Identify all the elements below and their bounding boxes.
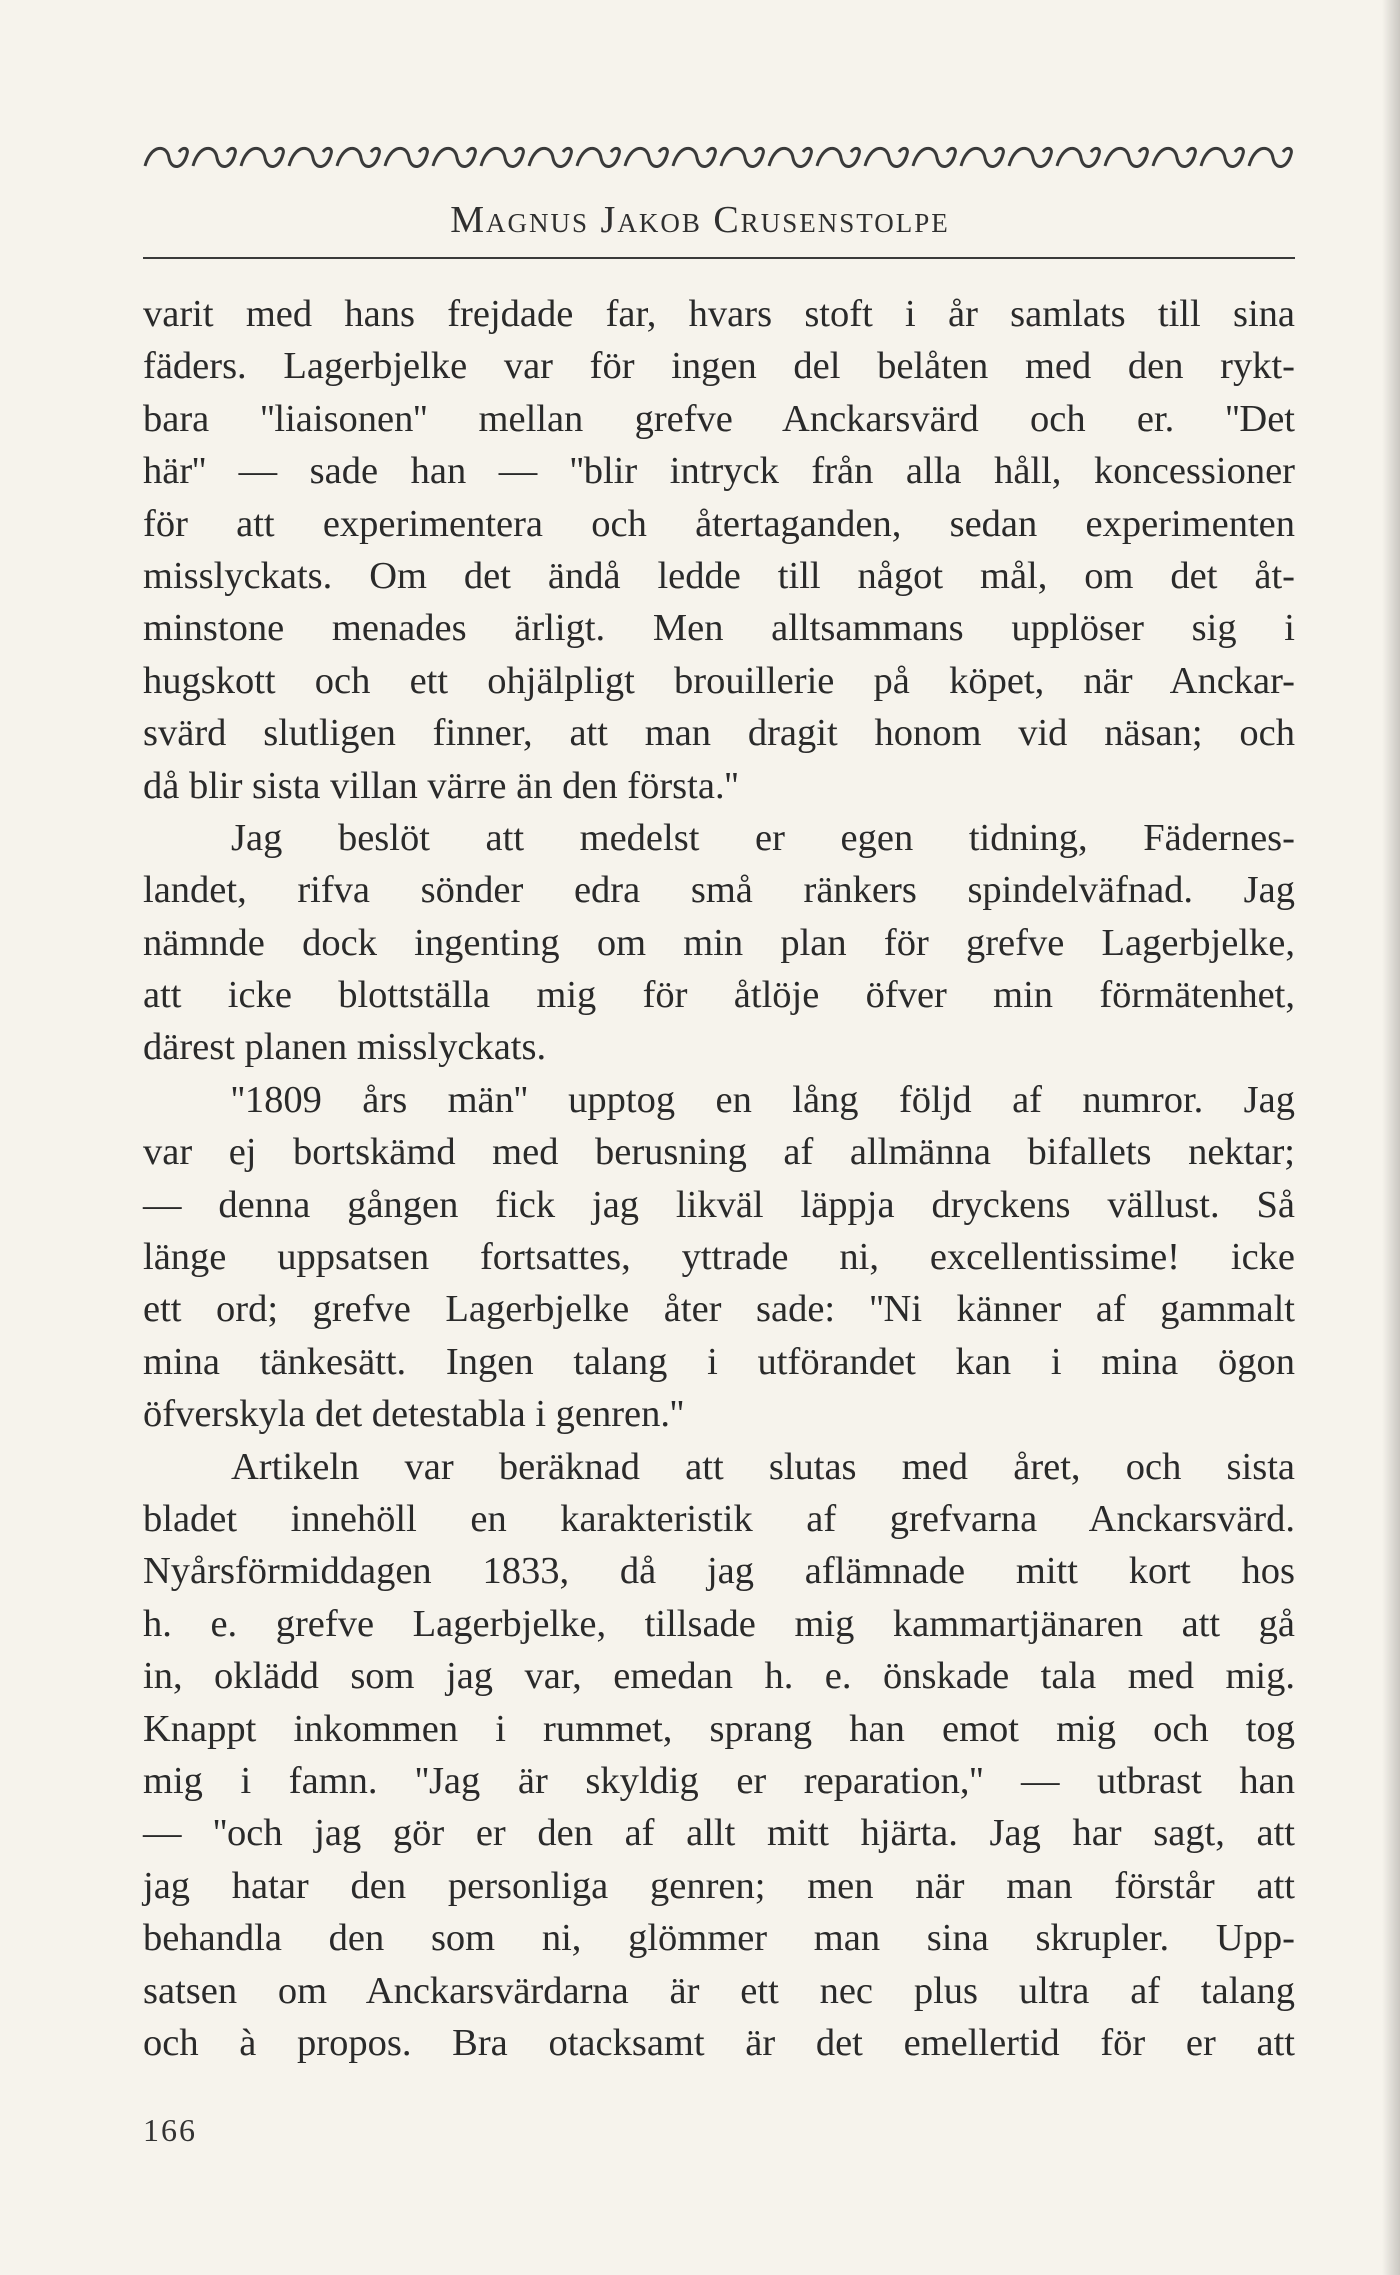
text-line: h. e. grefve Lagerbjelke, tillsade mig kammartjänaren att gå <box>143 1602 1295 1645</box>
running-header-title: Magnus Jakob Crusenstolpe <box>450 199 950 241</box>
header-rule <box>143 257 1295 259</box>
ornament-scroll <box>529 148 571 166</box>
text-line: länge uppsatsen fortsattes, yttrade ni, excellentissime! icke <box>143 1236 1295 1279</box>
ornament-scroll <box>1201 148 1243 166</box>
text-line: Jag beslöt att medelst er egen tidning, Fädernes- <box>231 816 1295 859</box>
text-line: nämnde dock ingenting om min plan för grefve Lagerbjelke, <box>143 921 1295 964</box>
text-line: Knappt inkommen i rummet, sprang han emot mig och tog <box>143 1707 1295 1750</box>
ornament-scroll <box>1009 148 1051 166</box>
text-line: för att experimentera och återtaganden, sedan experimenten <box>143 502 1295 545</box>
ornament-scroll <box>1057 148 1099 166</box>
ornament-scroll <box>433 148 475 166</box>
text-line: svärd slutligen finner, att man dragit honom vid näsan; och <box>143 712 1295 755</box>
ornament-scroll <box>673 148 715 166</box>
ornament-scroll <box>577 148 619 166</box>
text-line: här'' — sade han — ''blir intryck från alla håll, koncessioner <box>143 450 1295 493</box>
text-line: mina tänkesätt. Ingen talang i utförandet kan i mina ögon <box>143 1340 1295 1383</box>
ornament-scroll <box>1153 148 1195 166</box>
text-line: att icke blottställa mig för åtlöje öfver min förmätenhet, <box>143 974 1295 1017</box>
text-line: därest planen misslyckats. <box>143 1026 547 1069</box>
text-line: in, oklädd som jag var, emedan h. e. önskade tala med mig. <box>143 1655 1295 1698</box>
text-line: bara ''liaisonen'' mellan grefve Anckarsvärd och er. ''Det <box>143 397 1295 440</box>
text-line: varit med hans frejdade far, hvars stoft i år samlats till sina <box>143 293 1295 335</box>
ornament-scroll <box>817 148 859 166</box>
ornament-scroll <box>865 148 907 166</box>
text-line: — denna gången fick jag likväl läppja dryckens vällust. Så <box>143 1183 1295 1226</box>
text-line: minstone menades ärligt. Men alltsammans upplöser sig i <box>143 607 1295 650</box>
body-text <box>143 288 1295 2069</box>
ornament-scroll <box>1105 148 1147 166</box>
text-line: bladet innehöll en karakteristik af grefvarna Anckarsvärd. <box>143 1497 1295 1540</box>
text-line: hugskott och ett ohjälpligt brouillerie på köpet, när Anckar- <box>143 659 1295 702</box>
text-line: fäders. Lagerbjelke var för ingen del belåten med den rykt- <box>143 345 1295 388</box>
ornament-scroll <box>961 148 1003 166</box>
text-line: satsen om Anckarsvärdarna är ett nec plus ultra af talang <box>143 1969 1295 2012</box>
ornament-scroll <box>241 148 283 166</box>
text-line: behandla den som ni, glömmer man sina skrupler. Upp- <box>143 1917 1295 1960</box>
ornament-scroll <box>1249 148 1291 166</box>
text-line: jag hatar den personliga genren; men när man förstår att <box>143 1864 1295 1907</box>
ornament-scroll <box>913 148 955 166</box>
text-line: Artikeln var beräknad att slutas med året, och sista <box>231 1445 1295 1488</box>
wave-scroll-ornament-icon <box>143 140 1295 176</box>
ornament-scroll <box>289 148 331 166</box>
text-line: misslyckats. Om det ändå ledde till något mål, om det åt- <box>143 554 1295 597</box>
text-line: ett ord; grefve Lagerbjelke åter sade: ''Ni känner af gammalt <box>143 1288 1295 1331</box>
page-edge-shadow <box>1382 0 1400 2275</box>
ornament-scroll <box>481 148 523 166</box>
text-line: — ''och jag gör er den af allt mitt hjärta. Jag har sagt, att <box>143 1812 1295 1855</box>
text-line: öfverskyla det detestabla i genren.'' <box>143 1393 684 1436</box>
ornament-scroll <box>625 148 667 166</box>
ornament-scroll <box>769 148 811 166</box>
ornament-scroll <box>145 148 187 166</box>
text-line: då blir sista villan värre än den första.'' <box>143 764 739 807</box>
text-line: ''1809 års män'' upptog en lång följd af numror. Jag <box>231 1078 1295 1121</box>
text-line: var ej bortskämd med berusning af allmänna bifallets nektar; <box>143 1131 1295 1174</box>
ornament-scroll <box>337 148 379 166</box>
text-line: och à propos. Bra otacksamt är det emellertid för er att <box>143 2021 1295 2064</box>
page-number: 166 <box>143 2112 197 2148</box>
text-line: landet, rifva sönder edra små ränkers spindelväfnad. Jag <box>143 869 1295 912</box>
ornament-scroll <box>385 148 427 166</box>
text-line: mig i famn. ''Jag är skyldig er reparation,'' — utbrast han <box>143 1759 1295 1802</box>
ornament-scroll <box>193 148 235 166</box>
ornament-scroll <box>721 148 763 166</box>
text-line: Nyårsförmiddagen 1833, då jag aflämnade mitt kort hos <box>143 1550 1295 1593</box>
